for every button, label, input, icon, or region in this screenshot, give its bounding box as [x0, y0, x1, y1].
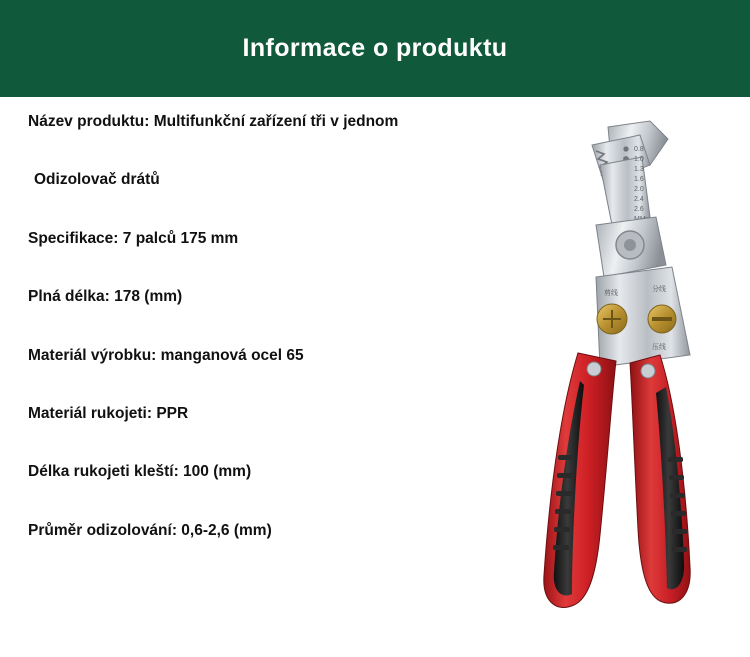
spec-line: Průměr odizolování: 0,6-2,6 (mm)	[28, 521, 272, 539]
plier-handle-left	[544, 353, 616, 607]
plier-jaws	[592, 121, 668, 225]
svg-text:压线: 压线	[652, 344, 666, 351]
spec-line: Plná délka: 178 (mm)	[28, 288, 183, 306]
plier-body	[596, 267, 690, 367]
wire-stripper-pliers-photo	[500, 105, 750, 625]
spec-line: Délka rukojeti kleští: 100 (mm)	[28, 463, 252, 481]
spec-line: Specifikace: 7 palců 175 mm	[28, 229, 239, 247]
spec-line: Odizolovač drátů	[34, 171, 160, 189]
svg-text:分线: 分线	[652, 286, 666, 293]
svg-text:0.8: 0.8	[634, 146, 644, 153]
header-band	[0, 0, 750, 97]
svg-text:1.0: 1.0	[634, 156, 644, 163]
svg-text:2.0: 2.0	[634, 186, 644, 193]
svg-text:1.6: 1.6	[634, 176, 644, 183]
plier-pivot	[596, 217, 666, 277]
product-spec-list	[28, 112, 548, 579]
svg-text:2.6: 2.6	[634, 206, 644, 213]
plier-handle-right	[630, 355, 690, 603]
spec-line: Název produktu: Multifunkční zařízení tři v jednom	[28, 113, 399, 130]
spec-line: Materiál rukojeti: PPR	[28, 404, 189, 422]
svg-text:2.4: 2.4	[634, 196, 644, 203]
svg-text:剪线: 剪线	[604, 290, 618, 297]
spec-line: Materiál výrobku: manganová ocel 65	[28, 346, 304, 364]
svg-text:1.3: 1.3	[634, 166, 644, 173]
page-title: Informace o produktu	[242, 34, 508, 62]
